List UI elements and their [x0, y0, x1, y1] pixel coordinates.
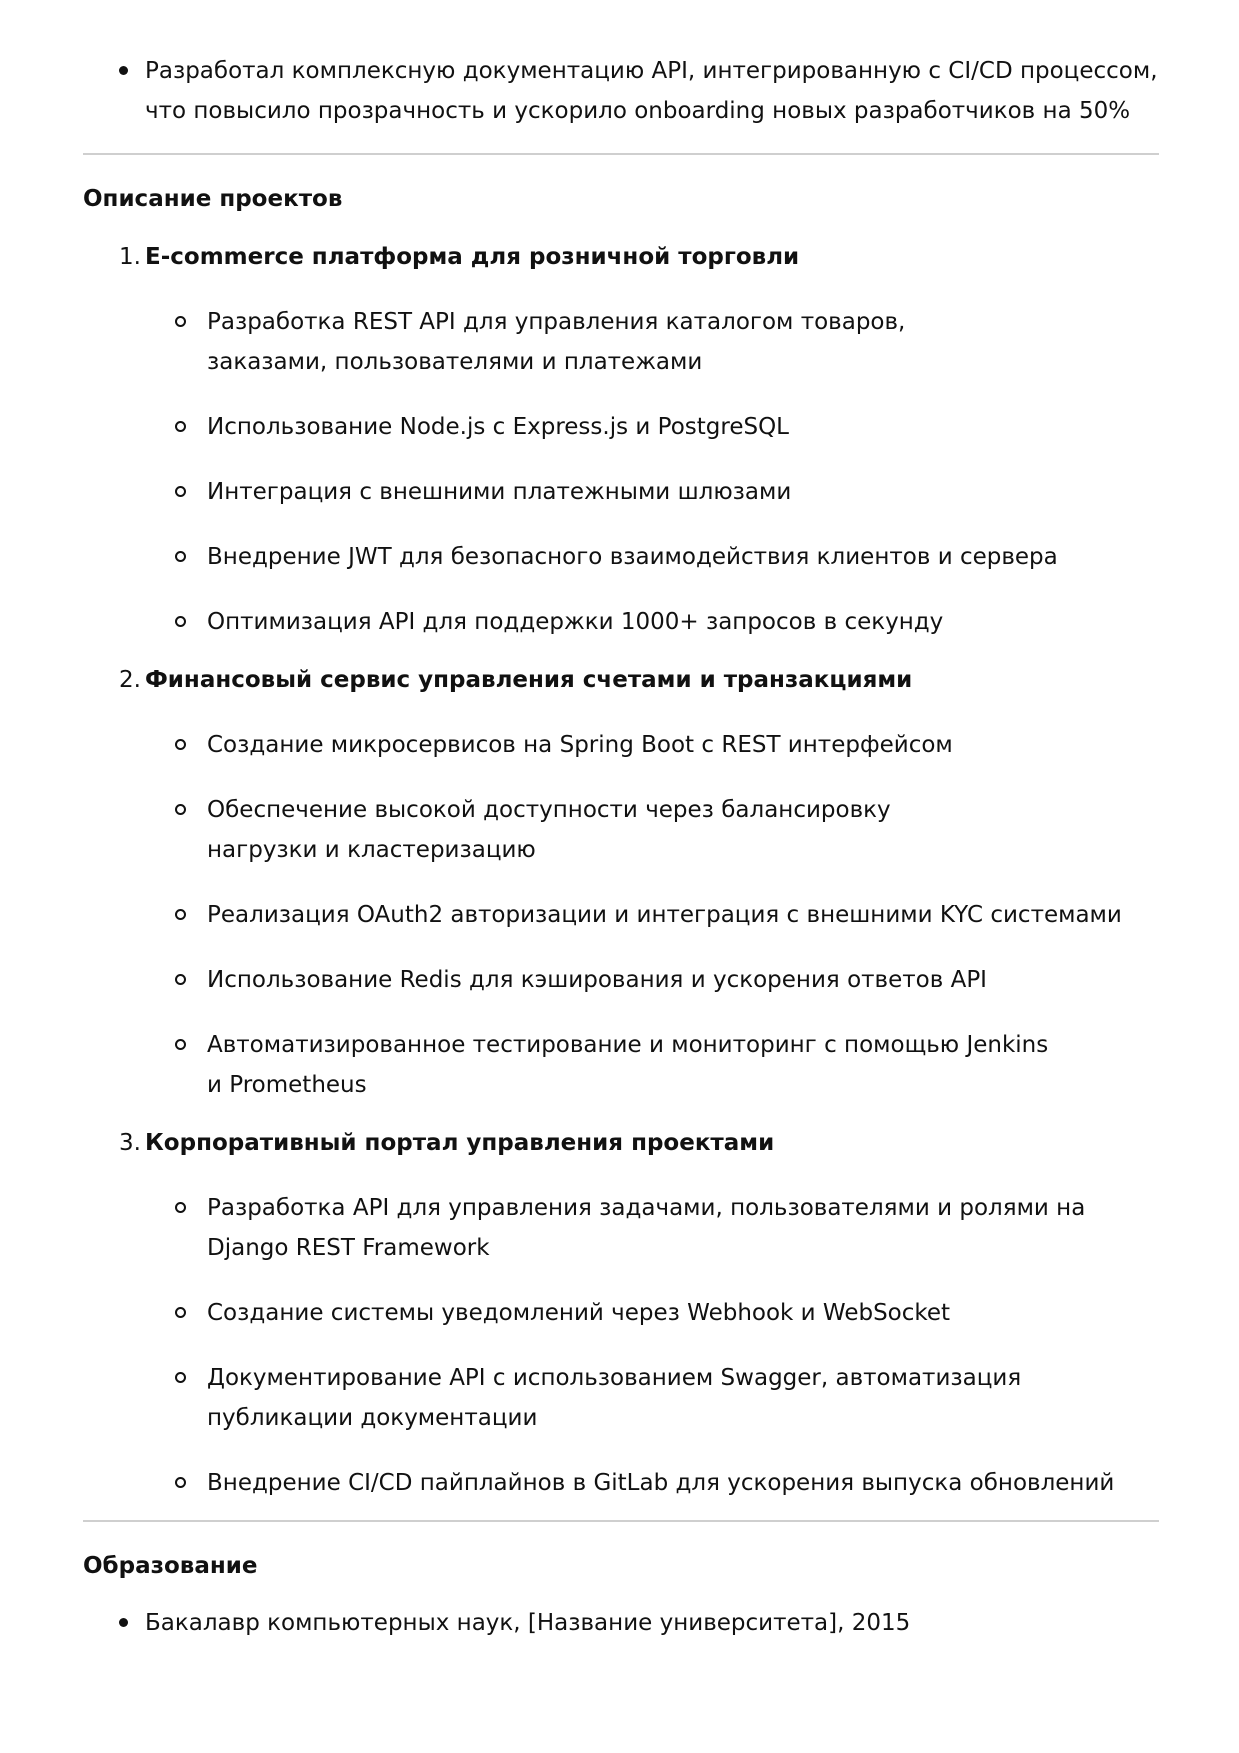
- project-detail-list: [145, 302, 1155, 642]
- bullet-circle-icon: [175, 616, 186, 627]
- list-item-text: Создание микросервисов на Spring Boot с REST интерфейсом: [207, 732, 953, 758]
- project-number: 1.: [119, 244, 141, 270]
- bullet-dot-icon: [119, 1618, 128, 1627]
- bullet-circle-icon: [175, 739, 186, 750]
- list-item: [145, 725, 1155, 765]
- list-item: [145, 790, 997, 870]
- list-item: [83, 51, 1163, 131]
- list-item: [145, 537, 1155, 577]
- project-title: Корпоративный портал управления проектами: [145, 1130, 775, 1156]
- list-item-text: Создание системы уведомлений через Webhook и WebSocket: [207, 1300, 951, 1326]
- list-item-text: Внедрение JWT для безопасного взаимодействия клиентов и сервера: [207, 544, 1058, 570]
- bullet-circle-icon: [175, 1477, 186, 1488]
- list-item: [145, 472, 1155, 512]
- list-item-text: Документирование API с использованием Swagger, автоматизация публикации документации: [207, 1365, 1022, 1431]
- list-item: [145, 602, 1155, 642]
- bullet-dot-icon: [119, 66, 128, 75]
- bullet-circle-icon: [175, 804, 186, 815]
- list-item-text: Разработка REST API для управления каталогом товаров, заказами, пользователями и платежами: [207, 309, 906, 375]
- section-divider: [83, 1520, 1159, 1522]
- project-title: E-commerce платформа для розничной торговли: [145, 244, 800, 270]
- section-title-projects: Описание проектов: [83, 186, 343, 212]
- project-number: 3.: [119, 1130, 141, 1156]
- list-item: [145, 1463, 1155, 1503]
- list-item-text: Разработал комплексную документацию API, интегрированную с CI/CD процессом, что повысило прозрачность и ускорило onboarding новых разработчиков на 50%: [145, 58, 1158, 124]
- list-item: [145, 1025, 1067, 1105]
- resume-page: [83, 0, 1163, 1643]
- project-detail-list: [145, 725, 1155, 1105]
- list-item-text: Оптимизация API для поддержки 1000+ запросов в секунду: [207, 609, 944, 635]
- bullet-circle-icon: [175, 1202, 186, 1213]
- bullet-circle-icon: [175, 1307, 186, 1318]
- list-item-text: Разработка API для управления задачами, пользователями и ролями на Django REST Framework: [207, 1195, 1086, 1261]
- section-title-education: Образование: [83, 1553, 258, 1579]
- list-item-text: Интеграция с внешними платежными шлюзами: [207, 479, 792, 505]
- list-item: [145, 1358, 1147, 1438]
- project-item: [83, 237, 1163, 642]
- bullet-circle-icon: [175, 1372, 186, 1383]
- list-item: [145, 407, 1155, 447]
- list-item-text: Бакалавр компьютерных наук, [Название университета], 2015: [145, 1610, 911, 1636]
- section-divider: [83, 153, 1159, 155]
- project-item: [83, 1123, 1163, 1503]
- bullet-circle-icon: [175, 316, 186, 327]
- bullet-circle-icon: [175, 421, 186, 432]
- list-item-text: Использование Node.js с Express.js и PostgreSQL: [207, 414, 789, 440]
- bullet-circle-icon: [175, 974, 186, 985]
- project-detail-list: [145, 1188, 1155, 1503]
- list-item-text: Использование Redis для кэширования и ускорения ответов API: [207, 967, 987, 993]
- list-item: [145, 1188, 1137, 1268]
- bullet-circle-icon: [175, 551, 186, 562]
- list-item: [145, 302, 997, 382]
- list-item-text: Обеспечение высокой доступности через балансировку нагрузки и кластеризацию: [207, 797, 891, 863]
- list-item-text: Автоматизированное тестирование и мониторинг с помощью Jenkins и Prometheus: [207, 1032, 1049, 1098]
- project-number: 2.: [119, 667, 141, 693]
- intro-bullet-list: [83, 51, 1163, 131]
- project-item: [83, 660, 1163, 1105]
- projects-list: [83, 237, 1163, 1503]
- list-item-text: Реализация OAuth2 авторизации и интеграция с внешними KYC системами: [207, 902, 1122, 928]
- bullet-circle-icon: [175, 909, 186, 920]
- list-item-text: Внедрение CI/CD пайплайнов в GitLab для ускорения выпуска обновлений: [207, 1470, 1115, 1496]
- list-item: [145, 960, 1155, 1000]
- list-item: [145, 1293, 1155, 1333]
- bullet-circle-icon: [175, 486, 186, 497]
- list-item: [83, 1603, 1163, 1643]
- bullet-circle-icon: [175, 1039, 186, 1050]
- education-list: [83, 1603, 1163, 1643]
- list-item: [145, 895, 1155, 935]
- project-title: Финансовый сервис управления счетами и транзакциями: [145, 667, 913, 693]
